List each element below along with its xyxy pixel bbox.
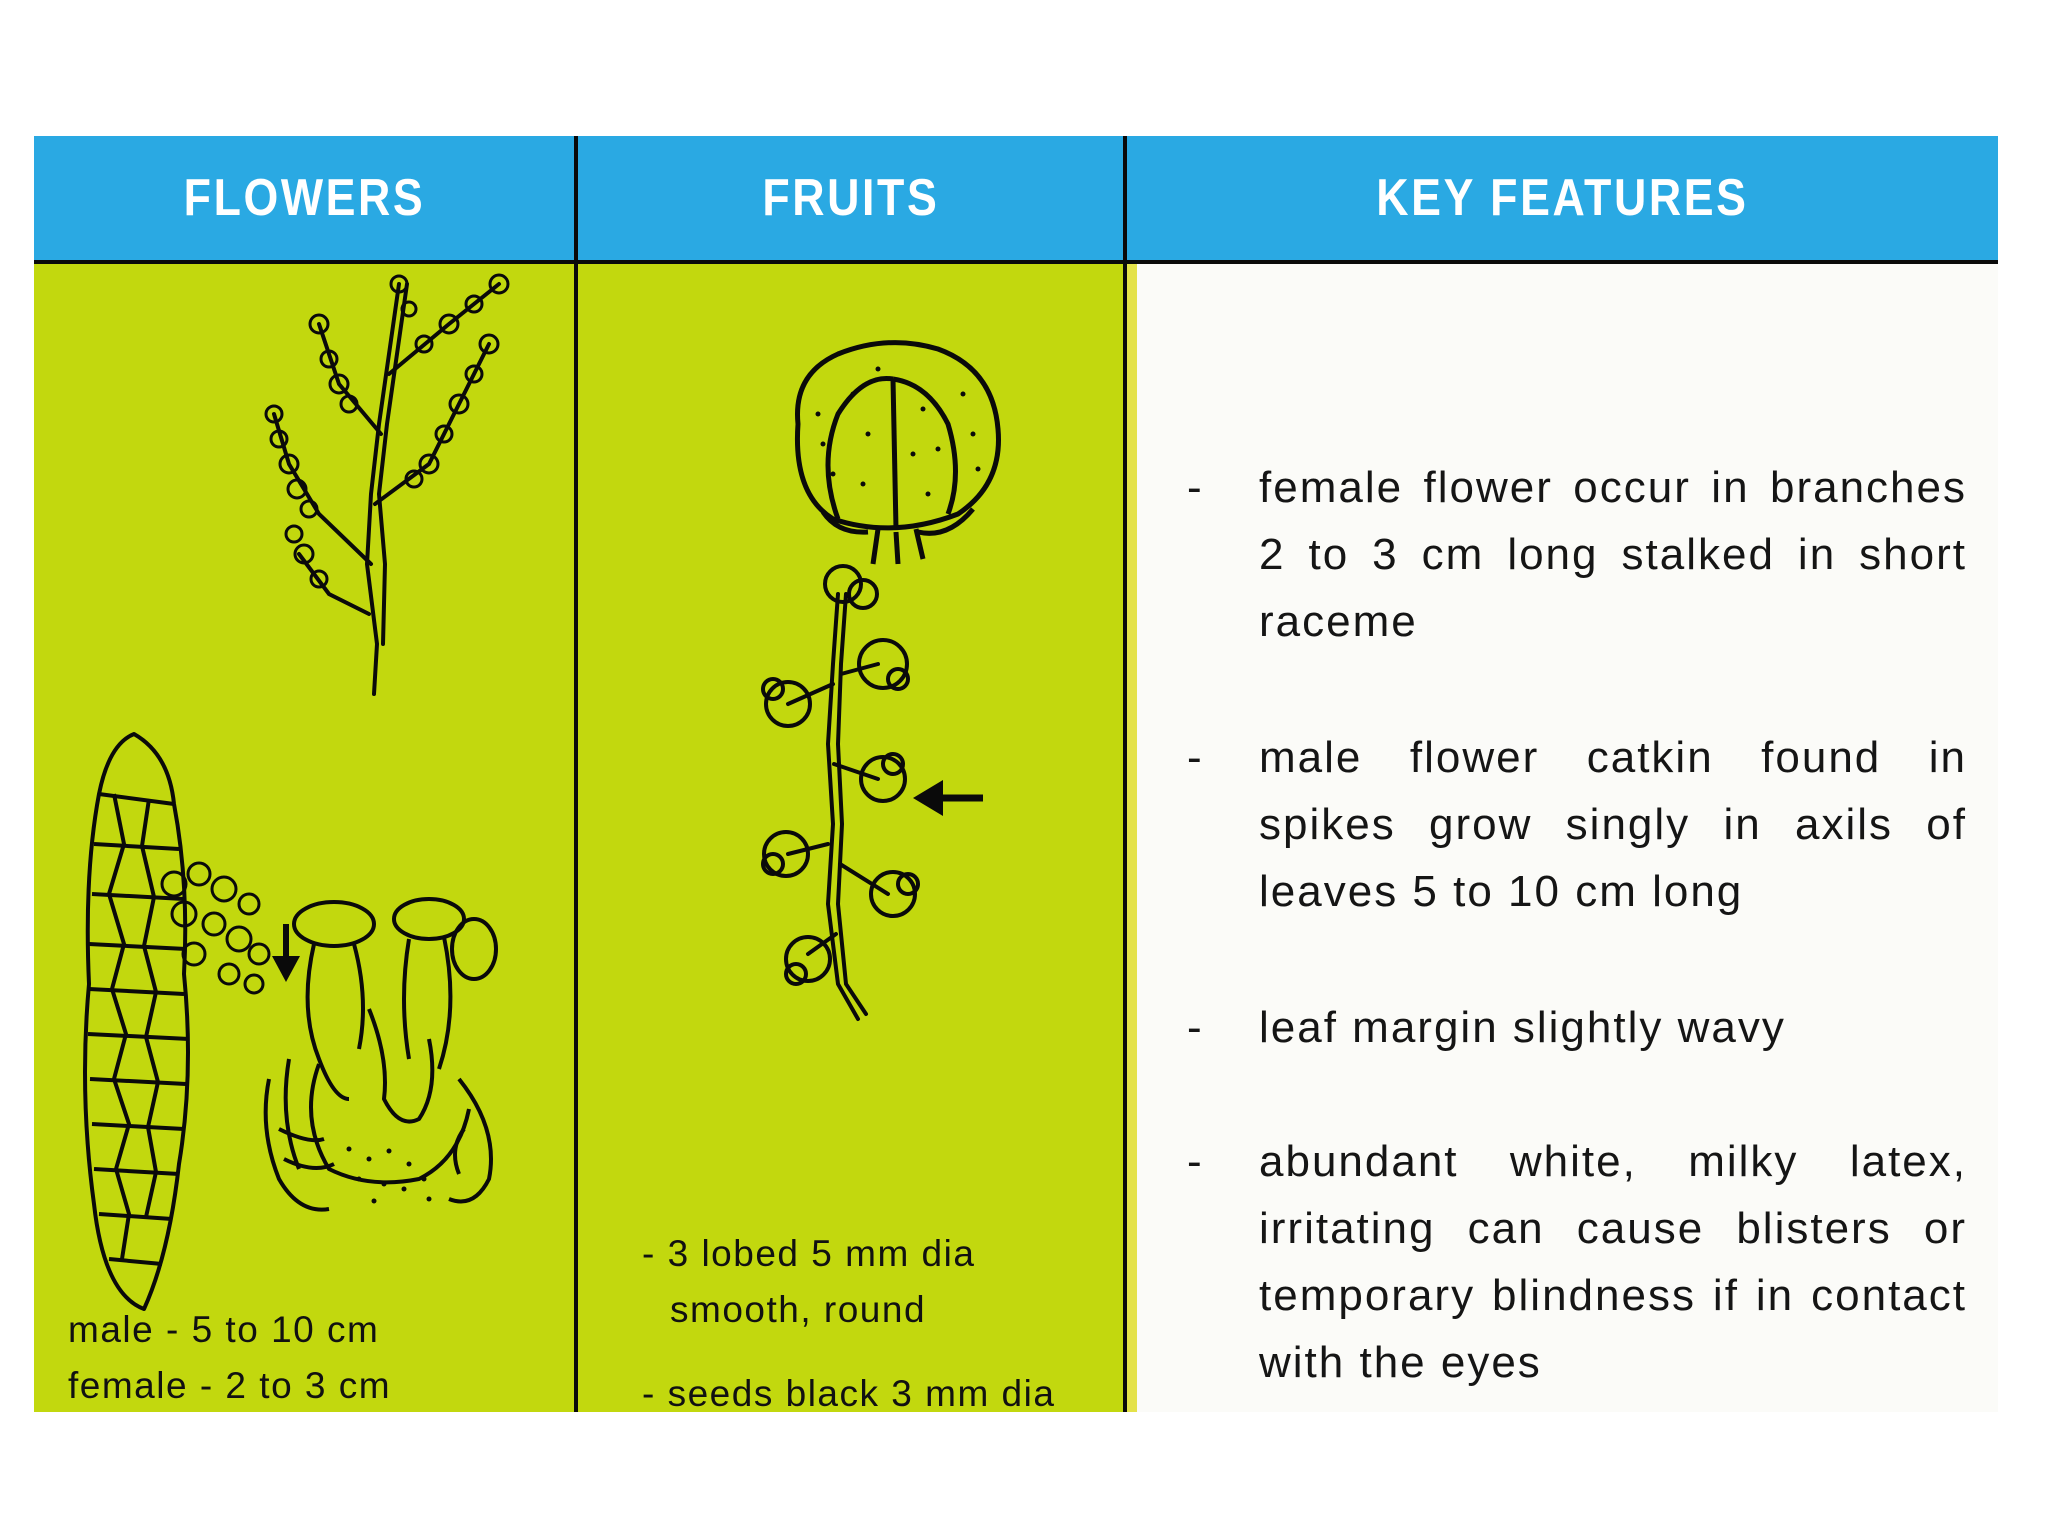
flowers-panel (34, 264, 574, 1412)
key-feature-text: male flower catkin found in spikes grow singly in axils of leaves 5 to 10 cm long (1259, 733, 1967, 916)
key-feature-text: abundant white, milky latex, irritating can cause blisters or temporary blindness if in contact with the eyes (1259, 1137, 1967, 1387)
key-features-header (1127, 136, 1998, 264)
bullet-dash: - (1187, 463, 1204, 512)
species-info-table (34, 136, 1998, 1412)
fruits-panel (578, 264, 1123, 1412)
column-divider (574, 136, 578, 1412)
fruits-header (578, 136, 1123, 264)
male-catkin-icon (74, 734, 224, 1309)
bullet-dash: - (1187, 1003, 1204, 1052)
key-feature-text: leaf margin slightly wavy (1259, 1003, 1786, 1052)
key-feature-item (1187, 1128, 1967, 1396)
column-edge-tint (1127, 264, 1137, 1412)
bullet-dash: - (1187, 1137, 1204, 1186)
column-divider (1123, 136, 1127, 1412)
flowers-caption-male: male - 5 to 10 cm (68, 1309, 380, 1350)
fruits-header-label: FRUITS (762, 169, 939, 227)
bullet-dash: - (1187, 733, 1204, 782)
flowers-header-label: FLOWERS (183, 169, 425, 227)
key-feature-text: female flower occur in branches 2 to 3 cm long stalked in short raceme (1259, 463, 1967, 646)
key-features-column (1127, 136, 1998, 1412)
arrow-left-icon (913, 776, 983, 820)
fruits-caption-seeds: - seeds black 3 mm dia (642, 1373, 1056, 1414)
key-features-panel (1127, 264, 1998, 1412)
fruit-capsule-icon (778, 334, 1008, 564)
key-feature-item (1187, 454, 1967, 655)
flowers-caption-female: female - 2 to 3 cm (68, 1365, 392, 1406)
flowers-column (34, 136, 574, 1412)
key-feature-item (1187, 994, 1967, 1061)
flower-cluster-icon (144, 854, 274, 1004)
flowers-header (34, 136, 574, 264)
fruits-caption-lobes: - 3 lobed 5 mm dia (642, 1233, 976, 1274)
female-flower-raceme-icon (249, 264, 549, 694)
fruits-column (578, 136, 1123, 1412)
fruits-caption-shape: smooth, round (670, 1289, 927, 1330)
male-flower-detail-icon (259, 889, 509, 1224)
key-features-header-label: KEY FEATURES (1376, 169, 1749, 227)
key-feature-item (1187, 724, 1967, 925)
